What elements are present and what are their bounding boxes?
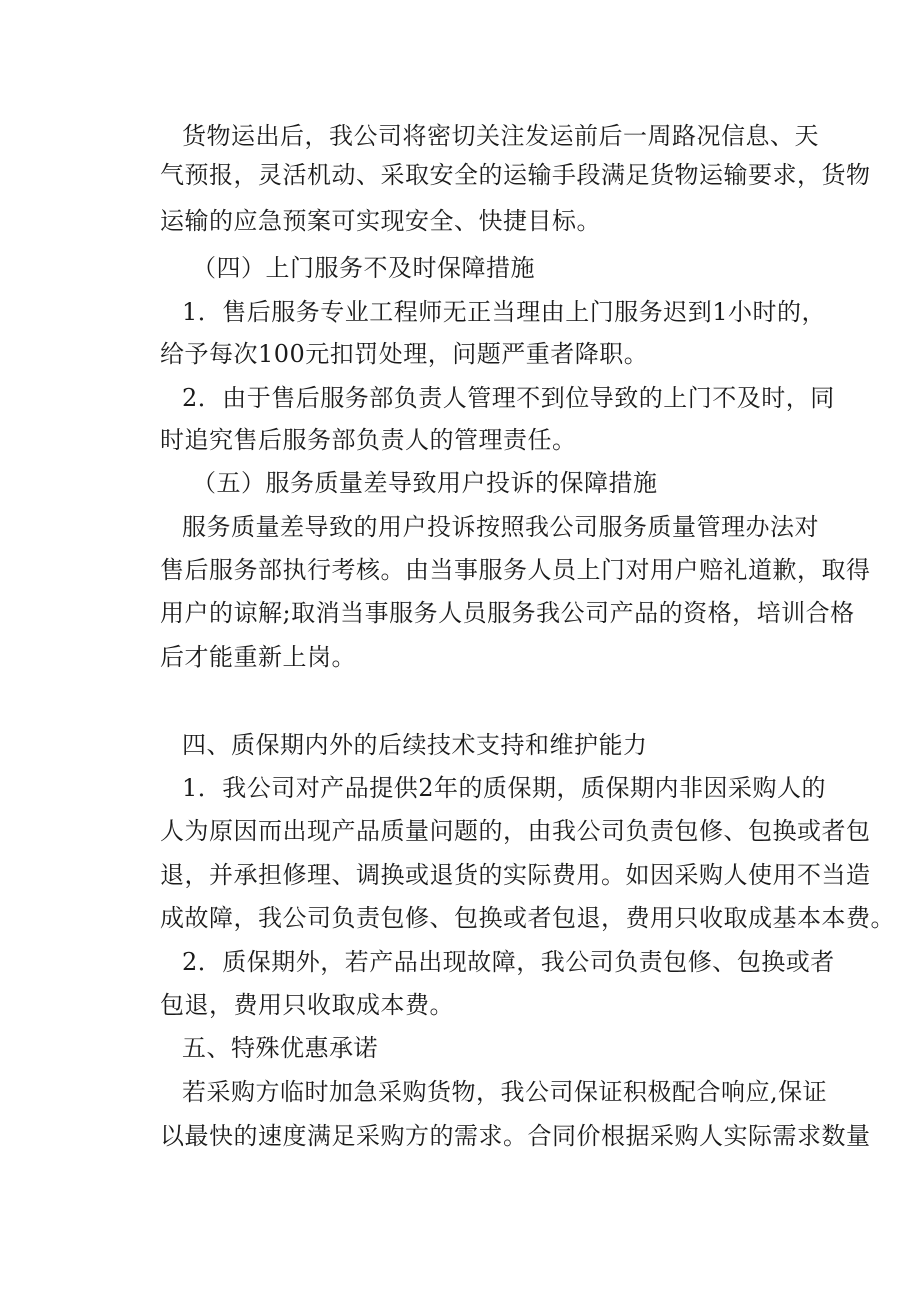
paragraph-line: 运输的应急预案可实现安全、快捷目标。: [160, 207, 601, 235]
paragraph-line: 服务质量差导致的用户投诉按照我公司服务质量管理办法对: [182, 513, 819, 541]
paragraph-line: 时追究售后服务部负责人的管理责任。: [160, 426, 577, 454]
paragraph-line: 后才能重新上岗。: [160, 643, 356, 671]
paragraph-line: 成故障，我公司负责包修、包换或者包退，费用只收取成基本本费。: [160, 904, 895, 932]
paragraph-line: 1．我公司对产品提供2年的质保期，质保期内非因采购人的: [182, 774, 827, 802]
paragraph-line: 退，并承担修理、调换或退货的实际费用。如因采购人使用不当造: [160, 861, 871, 889]
paragraph-line: 给予每次100元扣罚处理，问题严重者降职。: [160, 340, 649, 368]
paragraph-line: 售后服务部执行考核。由当事服务人员上门对用户赔礼道歉，取得: [160, 556, 871, 584]
paragraph-line: 人为原因而出现产品质量问题的，由我公司负责包修、包换或者包: [160, 817, 871, 845]
paragraph-line: 2．质保期外，若产品出现故障，我公司负责包修、包换或者: [182, 948, 835, 976]
paragraph-line: 气预报，灵活机动、采取安全的运输手段满足货物运输要求，货物: [160, 161, 871, 189]
section-heading: （四）上门服务不及时保障措施: [192, 254, 535, 282]
paragraph-line: 货物运出后，我公司将密切关注发运前后一周路况信息、天: [182, 122, 819, 150]
section-heading: 五、特殊优惠承诺: [182, 1034, 378, 1062]
section-heading: （五）服务质量差导致用户投诉的保障措施: [192, 469, 658, 497]
paragraph-line: 包退，费用只收取成本费。: [160, 991, 454, 1019]
paragraph-line: 1．售后服务专业工程师无正当理由上门服务迟到1小时的，: [182, 298, 827, 326]
paragraph-line: 用户的谅解;取消当事服务人员服务我公司产品的资格，培训合格: [160, 599, 855, 627]
paragraph-line: 2．由于售后服务部负责人管理不到位导致的上门不及时，同: [182, 384, 835, 412]
paragraph-line: 以最快的速度满足采购方的需求。合同价根据采购人实际需求数量: [160, 1122, 871, 1150]
paragraph-line: 若采购方临时加急采购货物，我公司保证积极配合响应,保证: [182, 1078, 828, 1106]
section-heading: 四、质保期内外的后续技术支持和维护能力: [182, 731, 648, 759]
